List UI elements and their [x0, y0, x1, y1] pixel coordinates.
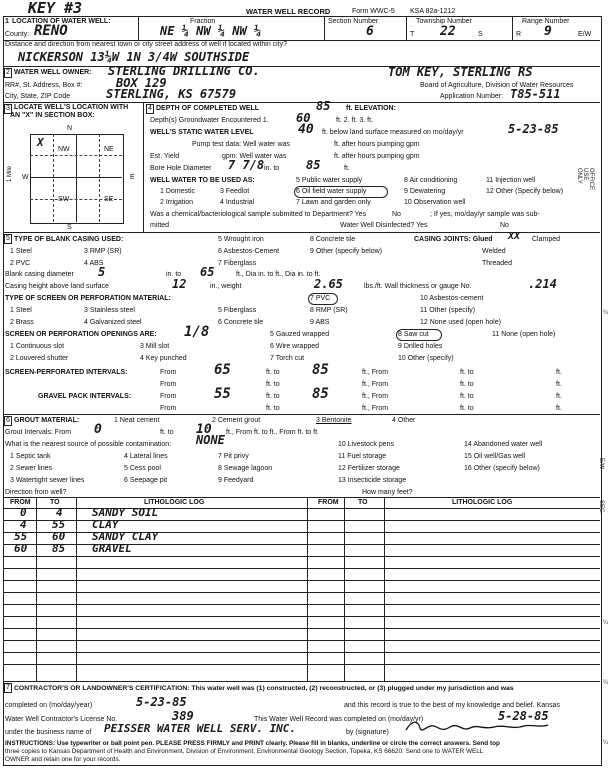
contam-8: 8 Sewage lagoon: [218, 465, 273, 472]
casing-3: 3 RMP (SR): [84, 248, 122, 255]
gravel-to: 85: [312, 386, 329, 402]
contam-4: 4 Lateral lines: [124, 453, 168, 460]
use-1: 1 Domestic: [160, 188, 196, 195]
log-row-to: 60: [52, 530, 66, 543]
app-value: T85-511: [510, 87, 561, 101]
elevation-label: ft. ELEVATION:: [346, 105, 396, 112]
log-row-desc: SANDY SOIL: [92, 506, 159, 519]
screen-label: TYPE OF SCREEN OR PERFORATION MATERIAL:: [5, 295, 171, 302]
use-9: 9 Dewatering: [404, 188, 446, 195]
county-value: RENO: [34, 23, 68, 39]
top-annotation: KEY #3: [28, 0, 83, 17]
yield-label: Est. Yield: [150, 153, 180, 160]
threaded-label: Threaded: [482, 260, 512, 267]
height-tail: in., weight: [210, 283, 242, 290]
direction-label: Direction from well?: [5, 489, 67, 496]
record-date: 5-28-85: [498, 709, 549, 723]
county-label: County:: [5, 31, 30, 38]
quarter-mark-1: ¼: [603, 310, 609, 316]
fraction-value: NE ¼ NW ¼ NW ¼: [160, 24, 262, 38]
diam-in-to: in. to: [166, 271, 182, 278]
compass-w: W: [22, 174, 29, 181]
by-signature: by (signature): [346, 729, 389, 736]
contam-15: 15 Oil well/Gas well: [464, 453, 526, 460]
ew-label: E/W: [598, 458, 604, 470]
open-3: 3 Mill slot: [140, 343, 170, 350]
perf-to: 85: [312, 362, 329, 378]
screen-7: 7 PVC: [310, 295, 331, 302]
sec-label: SEC.: [598, 500, 604, 515]
contractor-signature: [402, 718, 552, 736]
location-label: LOCATION OF WATER WELL:: [12, 18, 111, 25]
perf2-ft-label: ft., From: [362, 381, 389, 388]
grout-tail: ft., From ft. to ft., From ft. to ft.: [226, 429, 319, 436]
gravel-ft-label: ft., From: [362, 393, 389, 400]
contam-7: 7 Pit privy: [218, 453, 249, 460]
use-6: 6 Oil field water supply: [296, 188, 367, 195]
instructions-2: three copies to Kansas Department of Health and Environment, Division of Environment, Environmental Geology Section, Topeka, KS 66620. Send one to WATER WELL: [5, 748, 484, 755]
form-title: WATER WELL RECORD: [246, 7, 331, 16]
contam-16: 16 Other (specify below): [464, 465, 540, 472]
submitted-label: mitted: [150, 222, 170, 229]
quadrant-ne: NE: [104, 146, 114, 153]
bore-value: 7 7/8: [228, 158, 265, 172]
bore-label: Bore Hole Diameter: [150, 165, 212, 172]
contam-5: 5 Cess pool: [124, 465, 161, 472]
section-3-num: 3: [4, 104, 12, 114]
grout-from: 0: [94, 422, 102, 437]
grout-1: 1 Neat cement: [114, 417, 160, 424]
use-5: 5 Public water supply: [296, 177, 363, 184]
license-tail: This Water Well Record was completed on (mo/day/yr): [254, 716, 424, 723]
gauge-value: .214: [528, 277, 557, 291]
clamped-label: Clamped: [532, 236, 561, 243]
grout-label: GROUT MATERIAL:: [14, 417, 80, 424]
section-2-num: 2: [4, 68, 12, 78]
use-8: 8 Air conditioning: [404, 177, 458, 184]
completed-value: 5-23-85: [136, 695, 187, 709]
openings-label: SCREEN OR PERFORATION OPENINGS ARE:: [5, 331, 157, 338]
perf-ft-label: ft., From: [362, 369, 389, 376]
casing-7: 7 Fiberglass: [218, 260, 257, 267]
compass-s: S: [67, 224, 72, 231]
grout-4: 4 Other: [392, 417, 416, 424]
use-12: 12 Other (Specify below): [486, 188, 564, 195]
rr-value: BOX 129: [116, 76, 167, 90]
section-value: 6: [366, 24, 374, 39]
section-label: Section Number: [328, 18, 379, 25]
depth-value: 85: [316, 99, 331, 113]
groundwater-value: 60: [296, 111, 311, 125]
pump-tail: ft. after hours pumping gpm: [334, 141, 420, 148]
contam-2: 2 Sewer lines: [10, 465, 53, 472]
joints-value: XX: [508, 231, 521, 242]
casing-5: 5 Wrought iron: [218, 236, 264, 243]
gravel-ft-end: ft.: [556, 393, 562, 400]
joints-label: CASING JOINTS: Glued: [414, 236, 493, 243]
distance-label: Distance and direction from nearest town or city street address of well if located within city?: [5, 41, 288, 48]
app-label: Application Number:: [440, 93, 504, 100]
distance-value: NICKERSON 13¼W 1N 3/4W SOUTHSIDE: [18, 50, 250, 64]
open-4: 4 Key punched: [140, 355, 187, 362]
quarter-mark-4: ¼: [603, 740, 609, 746]
open-10: 10 Other (specify): [398, 355, 454, 362]
gravel-ft-to: ft. to: [460, 393, 474, 400]
screen-10: 10 Asbestos-cement: [420, 295, 484, 302]
contam-9: 9 Feedyard: [218, 477, 254, 484]
perf2-to-label: ft. to: [266, 381, 280, 388]
perf2-ft-end: ft.: [556, 381, 562, 388]
range-ew: E/W: [578, 31, 592, 38]
use-10: 10 Observation well: [404, 199, 466, 206]
ksa-ref: KSA 82a-1212: [410, 8, 456, 15]
pump-label: Pump test data: Well water was: [192, 141, 290, 148]
gravel-to-label: ft. to: [266, 393, 280, 400]
use-11: 11 Injection well: [486, 177, 536, 184]
city-value: STERLING, KS 67579: [106, 87, 237, 101]
weight-tail: lbs./ft. Wall thickness or gauge No.: [364, 283, 472, 290]
disinfected-label: Water Well Disinfected? Yes: [340, 222, 428, 229]
board-text: Board of Agriculture, Division of Water Resources: [420, 82, 574, 89]
casing-2: 2 PVC: [10, 260, 31, 267]
section-7-num: 7: [4, 683, 12, 693]
saw-cut-circle: [396, 329, 442, 341]
section-1-num: 1: [5, 18, 9, 25]
range-label: Range Number: [522, 18, 570, 25]
grout-2: 2 Cement grout: [212, 417, 261, 424]
grout-to: 10: [196, 422, 212, 437]
diam-value: 5: [98, 265, 106, 279]
sample-tail: ; If yes, mo/day/yr sample was sub-: [430, 211, 540, 218]
form-number: Form WWC-5: [352, 8, 395, 15]
welded-label: Welded: [482, 248, 506, 255]
open-6: 6 Wire wrapped: [270, 343, 320, 350]
groundwater-tail: ft. 2. ft. 3. ft.: [336, 117, 373, 124]
well-location-mark: X: [37, 136, 44, 149]
log-row-to: 85: [52, 542, 66, 555]
compass-n: N: [67, 125, 73, 132]
contam-value: NONE: [196, 433, 225, 447]
fraction-label: Fraction: [190, 18, 216, 25]
township-t: T: [410, 31, 415, 38]
perf-label: SCREEN-PERFORATED INTERVALS:: [5, 369, 128, 376]
disinfected-no: No: [500, 222, 509, 229]
gravel2-ft-to: ft. to: [460, 405, 474, 412]
open-8: 8 Saw cut: [398, 331, 429, 338]
perf-from-label: From: [160, 369, 177, 376]
log-row-desc: SANDY CLAY: [92, 530, 159, 543]
instructions-3: OWNER and retain one for your records.: [5, 756, 121, 763]
screen-3: 3 Stainless steel: [84, 307, 135, 314]
grout-3: 3 Bentonite: [316, 417, 352, 424]
contam-6: 6 Seepage pit: [124, 477, 168, 484]
screen-9: 9 ABS: [310, 319, 330, 326]
gravel-from-label: From: [160, 393, 177, 400]
locate-label: LOCATE WELL'S LOCATION WITH: [14, 104, 129, 111]
log-from-header-2: FROM: [318, 499, 339, 506]
depth-label: DEPTH OF COMPLETED WELL: [156, 105, 260, 112]
open-7: 7 Torch cut: [270, 355, 305, 362]
perf-ft-end: ft.: [556, 369, 562, 376]
perf2-from-label: From: [160, 381, 177, 388]
locate-label-2: AN "X" IN SECTION BOX:: [10, 112, 95, 119]
log-row-desc: CLAY: [92, 518, 119, 531]
contam-3: 3 Watertight sewer lines: [10, 477, 85, 484]
section-4-num: 4: [146, 104, 154, 114]
section-5-num: 5: [4, 234, 12, 244]
contam-label: What is the nearest source of possible contamination:: [5, 441, 172, 448]
contam-11: 11 Fuel storage: [338, 453, 387, 460]
weight-value: 2.65: [314, 277, 343, 291]
rr-label: RR#, St. Address, Box #:: [5, 82, 83, 89]
log-row-from: 4: [20, 518, 27, 531]
sample-question: Was a chemical/bacteriological sample submitted to Department? Yes: [150, 211, 367, 218]
height-value: 12: [172, 277, 187, 291]
screen-4: 4 Galvanized steel: [84, 319, 142, 326]
yield-tail: gpm: Well water was: [222, 153, 287, 160]
log-header-2: LITHOLOGIC LOG: [452, 499, 513, 506]
casing-6: 6 Asbestos-Cement: [218, 248, 280, 255]
license-value: 389: [172, 709, 194, 723]
screen-6: 6 Concrete tile: [218, 319, 264, 326]
quarter-mark-2: ¼: [603, 620, 609, 626]
use-3: 3 Feedlot: [220, 188, 250, 195]
perf-from: 65: [214, 362, 231, 378]
static-tail: ft. below land surface measured on mo/day/yr: [322, 129, 464, 136]
log-row-from: 0: [20, 506, 27, 519]
township-value: 22: [440, 24, 456, 39]
screen-12: 12 None used (open hole): [420, 319, 501, 326]
perf-ft-to: ft. to: [460, 369, 474, 376]
open-11: 11 None (open hole): [492, 331, 556, 338]
completed-tail: and this record is true to the best of my knowledge and belief. Kansas: [344, 702, 560, 709]
gravel2-ft-label: ft., From: [362, 405, 389, 412]
screen-8: 8 RMP (SR): [310, 307, 348, 314]
log-row-from: 60: [14, 542, 28, 555]
sample-no: No: [392, 211, 401, 218]
grout-to-label: ft. to: [160, 429, 174, 436]
diam-to: 65: [200, 265, 215, 279]
use-2: 2 Irrigation: [160, 199, 194, 206]
gravel-from: 55: [214, 386, 231, 402]
business-label: under the business name of: [5, 729, 92, 736]
owner-name-2: TOM KEY, STERLING RS: [388, 65, 533, 79]
gravel-label: GRAVEL PACK INTERVALS:: [38, 393, 132, 400]
log-header: LITHOLOGIC LOG: [144, 499, 205, 506]
yield-tail-2: ft. after hours pumping gpm: [334, 153, 420, 160]
log-row-from: 55: [14, 530, 28, 543]
use-7: 7 Lawn and garden only: [296, 199, 371, 206]
open-1: 1 Continuous slot: [10, 343, 65, 350]
grout-intervals-label: Grout Intervals: From: [5, 429, 72, 436]
groundwater-label: Depth(s) Groundwater Encountered 1.: [150, 117, 269, 124]
gravel2-ft-end: ft.: [556, 405, 562, 412]
contam-1: 1 Septic tank: [10, 453, 51, 460]
screen-5: 5 Fiberglass: [218, 307, 257, 314]
mile-label: 1 Mile: [7, 165, 14, 183]
static-value: 40: [298, 122, 314, 137]
bore-ft: ft.: [344, 165, 350, 172]
casing-1: 1 Steel: [10, 248, 32, 255]
office-use-label: OFFICE USE ONLY: [576, 168, 594, 190]
open-2: 2 Louvered shutter: [10, 355, 69, 362]
quadrant-sw: SW: [58, 196, 70, 203]
gravel2-to-label: ft. to: [266, 405, 280, 412]
owner-name: STERLING DRILLING CO.: [108, 64, 260, 78]
casing-4: 4 ABS: [84, 260, 104, 267]
license-label: Water Well Contractor's License No.: [5, 716, 118, 723]
contam-10: 10 Livestock pens: [338, 441, 395, 448]
compass-e: E: [130, 174, 135, 181]
completed-label: completed on (mo/day/year): [5, 702, 93, 709]
open-9: 9 Drilled holes: [398, 343, 443, 350]
use-4: 4 Industrial: [220, 199, 255, 206]
log-row-to: 4: [56, 506, 63, 519]
height-label: Casing height above land surface: [5, 283, 109, 290]
screen-7-circle: [308, 293, 338, 305]
casing-8: 8 Concrete tile: [310, 236, 356, 243]
business-value: PEISSER WATER WELL SERV. INC.: [104, 722, 297, 735]
range-value: 9: [544, 24, 552, 39]
how-many-label: How many feet?: [362, 489, 413, 496]
perf2-ft-to: ft. to: [460, 381, 474, 388]
open-5: 5 Gauzed wrapped: [270, 331, 330, 338]
log-row-desc: GRAVEL: [92, 542, 132, 555]
log-to-header-2: TO: [358, 499, 368, 506]
use-label: WELL WATER TO BE USED AS:: [150, 177, 255, 184]
perf-to-label: ft. to: [266, 369, 280, 376]
bore-tail: in. to: [264, 165, 280, 172]
static-label: WELL'S STATIC WATER LEVEL: [150, 129, 254, 136]
openings-value: 1/8: [184, 324, 210, 340]
contam-14: 14 Abandoned water well: [464, 441, 543, 448]
township-label: Township Number: [416, 18, 473, 25]
contam-12: 12 Fertilizer storage: [338, 465, 400, 472]
city-label: City, State, ZIP Code: [5, 93, 71, 100]
casing-label: TYPE OF BLANK CASING USED:: [14, 236, 124, 243]
range-r: R: [516, 31, 522, 38]
screen-2: 2 Brass: [10, 319, 34, 326]
quadrant-nw: NW: [58, 146, 70, 153]
diam-tail: ft., Dia in. to ft., Dia in. to ft.: [236, 271, 321, 278]
bore-to: 85: [306, 158, 321, 172]
quadrant-se: SE: [104, 196, 114, 203]
log-row-to: 55: [52, 518, 66, 531]
log-to-header: TO: [50, 499, 60, 506]
owner-label: WATER WELL OWNER:: [14, 69, 92, 76]
instructions-1: INSTRUCTIONS: Use typewriter or ball point pen. PLEASE PRESS FIRMLY and PRINT clearly. Please fill in blanks, underline or circle the correct answers. Send top: [5, 740, 500, 747]
log-from-header: FROM: [10, 499, 31, 506]
cert-line-1: CONTRACTOR'S OR LANDOWNER'S CERTIFICATION: This water well was (1) constructed, (2) reconstructed, or (3) plugged under my jurisdiction and was: [14, 685, 514, 692]
gravel2-from-label: From: [160, 405, 177, 412]
use-6-circle: [294, 186, 388, 198]
screen-1: 1 Steel: [10, 307, 32, 314]
quarter-mark-3: ¼: [603, 680, 609, 686]
screen-11: 11 Other (specify): [420, 307, 476, 314]
diam-label: Blank casing diameter: [5, 271, 74, 278]
casing-9: 9 Other (specify below): [310, 248, 382, 255]
section-6-num: 6: [4, 416, 12, 426]
township-s: S: [478, 31, 483, 38]
static-date: 5-23-85: [508, 122, 559, 136]
contam-13: 13 Insecticide storage: [338, 477, 407, 484]
